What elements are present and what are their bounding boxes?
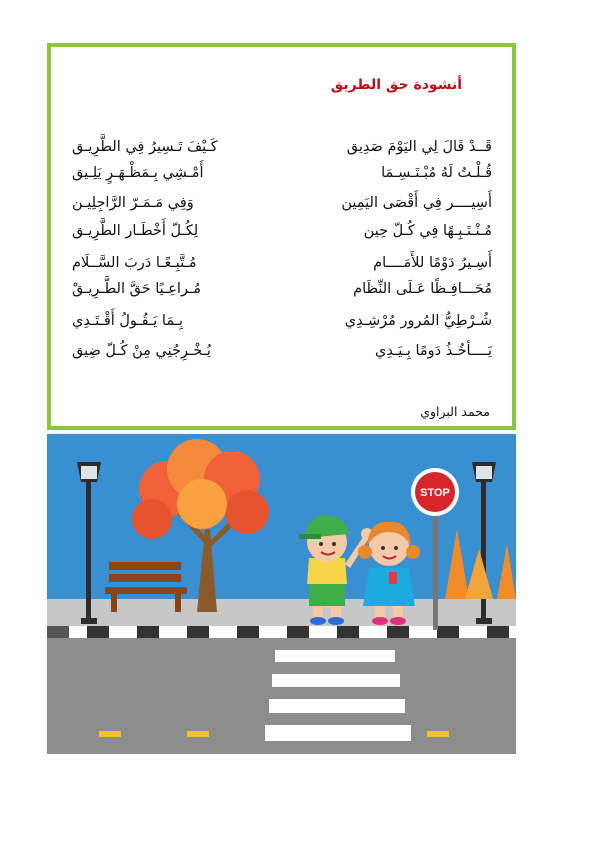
poem-verse: [72, 139, 492, 155]
poem-verse: [72, 281, 492, 297]
curb: [47, 626, 516, 638]
poem-body: [51, 47, 512, 426]
poem-verse: [72, 165, 492, 181]
verse-second-hemistich: أَمْـشِي بِـمَظْـهَـرٍ يَلِـيق: [72, 165, 204, 181]
verse-first-hemistich: يَــــأخُـذُ دَومًا بِـيَـدِي: [375, 343, 492, 359]
verse-second-hemistich: مُـراعِـيًا حَقَّ الطَّـرِيـقْ: [72, 281, 201, 297]
poem-author: محمد البراوي: [420, 404, 490, 419]
poem-verse: [72, 255, 492, 271]
street-scene: [47, 434, 516, 754]
verse-first-hemistich: قَــدْ قَالَ لِي اليَوْمَ صَدِيق: [346, 139, 492, 155]
verse-second-hemistich: كَـيْفَ تَـسِيرُ فِي الطَّرِيـق: [72, 139, 218, 155]
poem-verse: [72, 195, 492, 211]
sky: [47, 434, 516, 609]
verse-second-hemistich: وَفِي مَـمَـرّ الرَّاجِلِيـن: [72, 195, 194, 211]
verse-first-hemistich: قُـلْـتُ لَهُ مُبْـتَـسِـمَا: [381, 165, 492, 181]
poem-title: أنشودة حق الطريق: [330, 77, 462, 93]
sidewalk: [47, 599, 516, 626]
poem-frame: [47, 43, 516, 430]
verse-first-hemistich: مُحَـــافِـظًا عَـلَى النِّظَام: [353, 281, 492, 297]
stop-sign-text: STOP: [420, 487, 450, 499]
verse-first-hemistich: أَسِيــــر فِي أَقْصَى اليَمِين: [341, 195, 492, 211]
verse-second-hemistich: لِكُـلّ أَخْطَـار الطَّرِيـق: [72, 223, 199, 239]
road-safety-illustration: [47, 434, 516, 754]
verse-first-hemistich: أَسِـيرُ دَوْمًا للأَمَــــام: [373, 255, 492, 271]
poem-verse: [72, 223, 492, 239]
verse-second-hemistich: بِـمَا يَـقُـولُ أَقْـتَـدِي: [72, 313, 183, 329]
poem-verse: [72, 343, 492, 359]
verse-first-hemistich: مُـنْـتَـبِـهًا فِي كُـلّ حِين: [363, 223, 492, 239]
verse-second-hemistich: مُـتَّبِـعًـا دَربَ السَّــلَام: [72, 255, 197, 271]
verse-first-hemistich: شُـرْطِيُّ المُرور مُرْشِـدِي: [344, 313, 492, 329]
poem-verse: [72, 313, 492, 329]
verse-second-hemistich: يُـخْـرِجُنِي مِنْ كُـلّ ضِيق: [72, 343, 211, 359]
